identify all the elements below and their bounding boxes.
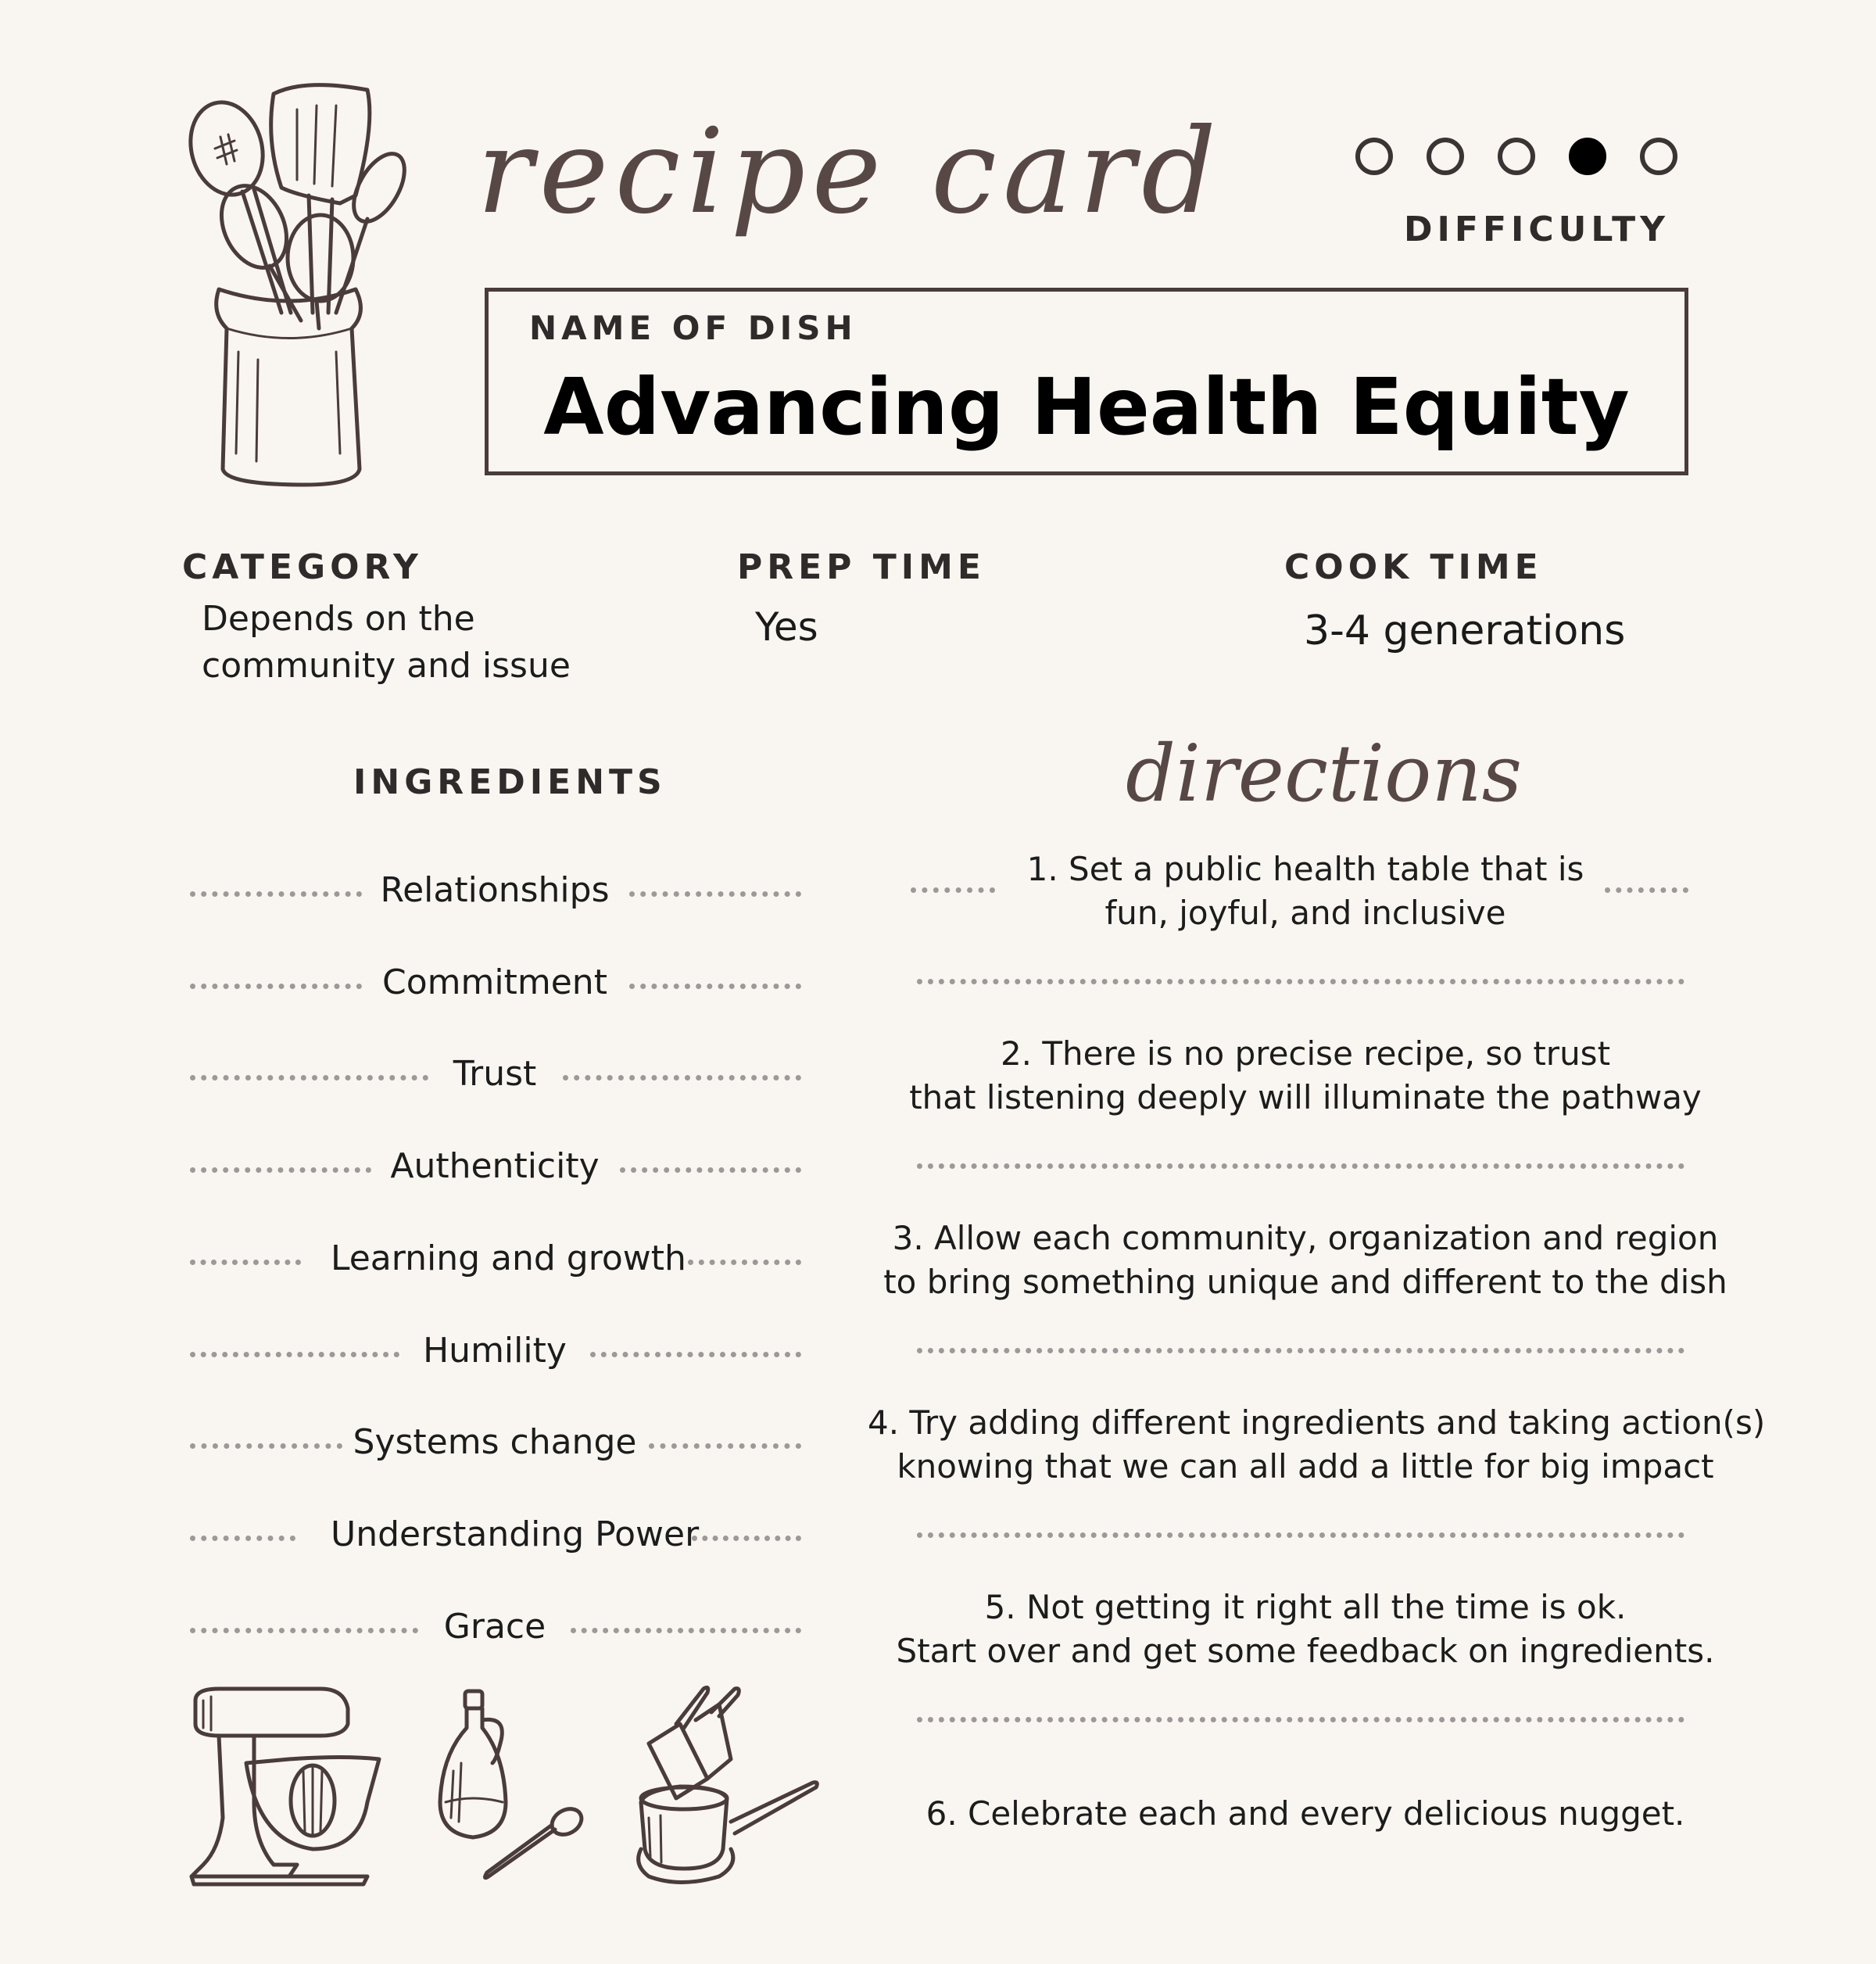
difficulty-dot-4 <box>1569 138 1606 175</box>
oil-bottle-spoon-icon <box>434 1685 590 1888</box>
step-divider <box>917 1163 1684 1169</box>
direction-step-4-line1: 4. Try adding different ingredients and taking action(s) <box>868 1403 1766 1442</box>
ingredient-dots-right <box>563 1075 801 1081</box>
direction-step-2-line2: that listening deeply will illuminate the pathway <box>909 1078 1702 1116</box>
ingredient-item: Learning and growth <box>331 1238 686 1278</box>
directions-heading: directions <box>1126 728 1523 819</box>
recipe-card-title: recipe card <box>477 104 1223 240</box>
direction-step-3-line2: to bring something unique and different to the dish <box>883 1263 1727 1301</box>
direction-step-5-line2: Start over and get some feedback on ingredients. <box>896 1632 1715 1670</box>
dish-name-label: NAME OF DISH <box>529 309 857 347</box>
difficulty-dot-2 <box>1427 138 1464 175</box>
ingredients-heading: INGREDIENTS <box>353 762 667 802</box>
ingredient-dots-right <box>649 1443 801 1449</box>
dish-name: Advancing Health Equity <box>543 361 1630 453</box>
ingredient-dots-left <box>190 1443 342 1449</box>
prep-time-value: Yes <box>755 604 818 650</box>
direction-step-4-line2: knowing that we can all add a little for big impact <box>897 1447 1714 1486</box>
difficulty-label: DIFFICULTY <box>1404 210 1670 249</box>
ingredient-dots-right <box>688 1260 801 1265</box>
direction-step-2-line1: 2. There is no precise recipe, so trust <box>1000 1034 1611 1073</box>
ingredient-dots-right <box>629 984 801 989</box>
ingredient-dots-right <box>571 1628 801 1633</box>
pots-pans-icon <box>633 1681 821 1892</box>
cook-time-value: 3-4 generations <box>1304 607 1626 654</box>
ingredient-item: Authenticity <box>390 1146 600 1186</box>
ingredient-item: Relationships <box>380 870 610 910</box>
utensil-jar-icon <box>180 78 430 493</box>
ingredient-item: Humility <box>423 1331 567 1371</box>
direction-step-3-line1: 3. Allow each community, organization and region <box>892 1219 1719 1257</box>
ingredient-item: Understanding Power <box>331 1514 700 1554</box>
direction-step-6-line1: 6. Celebrate each and every delicious nugget. <box>925 1794 1685 1833</box>
step-divider <box>917 1532 1684 1538</box>
ingredient-dots-left <box>190 1536 295 1541</box>
prep-time-label: PREP TIME <box>737 547 986 587</box>
ingredient-item: Trust <box>453 1054 537 1094</box>
dish-name-box <box>485 288 1688 475</box>
category-label: CATEGORY <box>182 547 423 587</box>
difficulty-dot-3 <box>1498 138 1535 175</box>
ingredient-item: Grace <box>443 1607 546 1647</box>
difficulty-dot-1 <box>1355 138 1393 175</box>
difficulty-dot-5 <box>1640 138 1677 175</box>
step-divider <box>917 1348 1684 1353</box>
ingredient-dots-right <box>620 1167 801 1173</box>
ingredient-item: Systems change <box>353 1422 637 1462</box>
ingredient-dots-right <box>692 1536 801 1541</box>
direction-step-5-line1: 5. Not getting it right all the time is ok. <box>984 1588 1627 1626</box>
direction-step-1-line2: fun, joyful, and inclusive <box>1104 894 1506 932</box>
step-divider <box>917 1717 1684 1722</box>
ingredient-dots-right <box>629 891 801 897</box>
stand-mixer-icon <box>188 1685 391 1888</box>
cook-time-label: COOK TIME <box>1284 547 1543 587</box>
category-value-line1: Depends on the <box>202 599 475 639</box>
ingredient-item: Commitment <box>382 962 607 1002</box>
ingredient-dots-left <box>190 1260 301 1265</box>
step-divider <box>917 979 1684 984</box>
direction-step-1-line1: 1. Set a public health table that is <box>1026 850 1584 888</box>
ingredient-dots-right <box>590 1352 801 1357</box>
category-value-line2: community and issue <box>202 646 571 686</box>
